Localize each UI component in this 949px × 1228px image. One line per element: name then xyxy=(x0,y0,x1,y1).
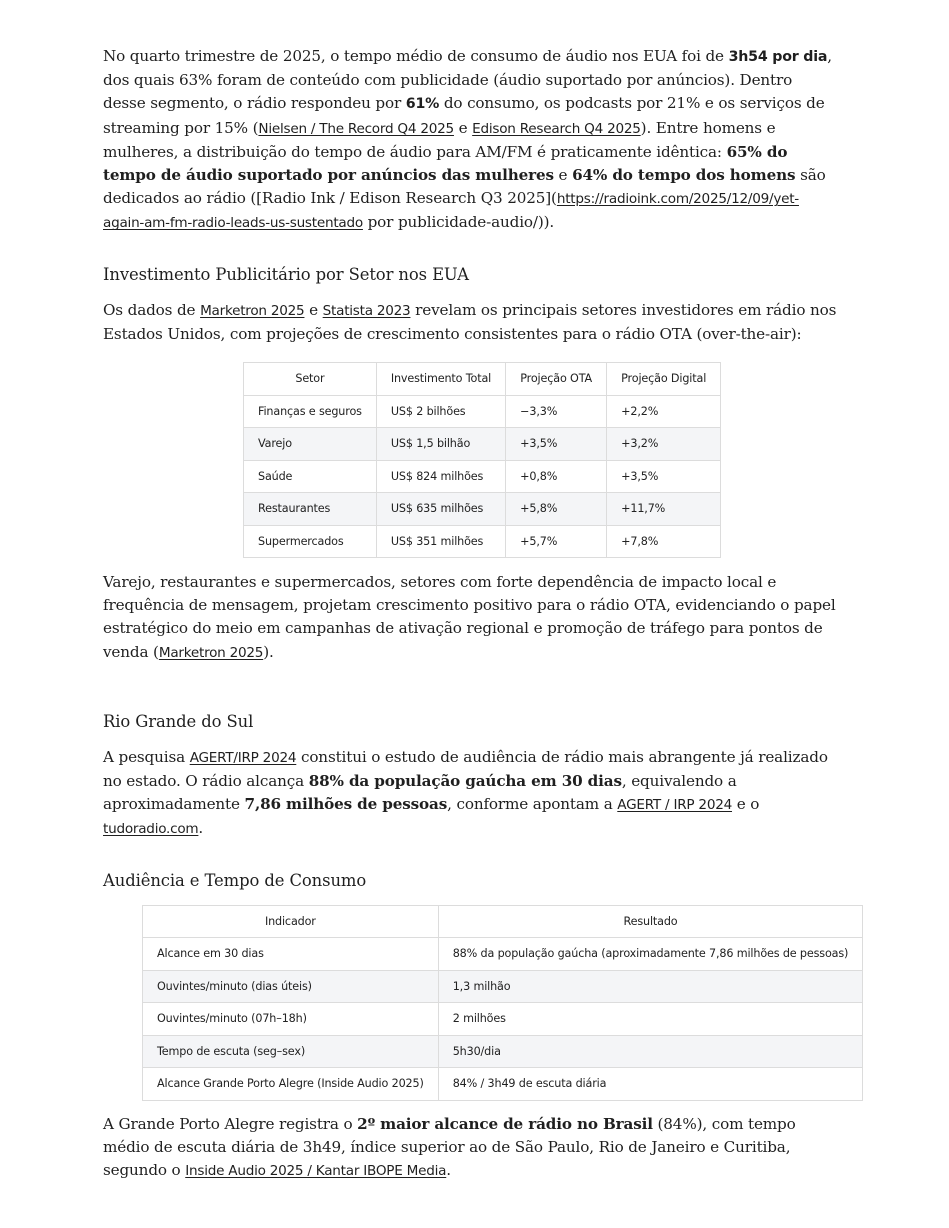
text: , equivalendo a aproximadamente xyxy=(103,772,737,814)
text: por publicidade-audio/)). xyxy=(362,213,555,232)
table-cell: 2 milhões xyxy=(438,1003,863,1036)
text: , dos quais 63% foram de conteúdo com publicidade (áudio suportado por anúncios). Dentro desse segmento, o rádio respondeu por xyxy=(103,47,832,113)
table-cell: Alcance em 30 dias xyxy=(143,938,439,971)
text: . xyxy=(446,1161,451,1180)
bold-text: 7,86 milhões de pessoas xyxy=(244,795,448,814)
text: , conforme apontam a xyxy=(447,795,618,814)
text: Os dados de xyxy=(103,300,201,319)
table-row xyxy=(244,395,721,428)
table-cell: 84% / 3h49 de escuta diária xyxy=(438,1068,863,1101)
table-cell: Varejo xyxy=(244,428,377,461)
table-cell: +3,5% xyxy=(607,460,721,493)
table-row xyxy=(143,1003,863,1036)
link-marketron-2[interactable]: Marketron 2025 xyxy=(158,644,264,661)
bold-text: 65% do tempo de áudio suportado por anúncios das mulheres xyxy=(103,142,788,185)
bold-text: 88% da população gaúcha em 30 dias xyxy=(308,772,622,791)
table-cell: −3,3% xyxy=(506,395,607,428)
text: e xyxy=(553,166,573,185)
text: Varejo, restaurantes e supermercados, setores com forte dependência de impacto local e frequência de mensagem, projetam crescimento positivo para o rádio OTA, evidenciando o papel estratégico do meio em campanhas de ativação regional e promoção de tráfego para pontos de venda ( xyxy=(103,573,836,661)
text: ). Entre homens e mulheres, a distribuição do tempo de áudio para AM/FM é praticamente idêntica: xyxy=(103,118,776,161)
table-row xyxy=(244,460,721,493)
table-header-row xyxy=(143,905,863,938)
table-cell: US$ 351 milhões xyxy=(376,525,505,558)
link-agert-irp[interactable]: AGERT/IRP 2024 xyxy=(189,749,297,766)
table-cell: US$ 2 bilhões xyxy=(376,395,505,428)
text: são dedicados ao rádio ([Radio Ink / Edison Research Q3 2025]( xyxy=(103,166,826,208)
table-row xyxy=(143,938,863,971)
text: A Grande Porto Alegre registra o xyxy=(103,1114,358,1133)
table-cell: Tempo de escuta (seg–sex) xyxy=(143,1035,439,1068)
text: ). xyxy=(263,642,274,661)
link-radioink[interactable]: https://radioink.com/2025/12/09/yet-again-am-fm-radio-leads-us-sustentado xyxy=(103,191,799,232)
table-cell: Saúde xyxy=(244,460,377,493)
table-cell: Finanças e seguros xyxy=(244,395,377,428)
document-content xyxy=(103,45,849,1183)
table-cell: +3,5% xyxy=(506,428,607,461)
text: do consumo, os podcasts por 21% e os serviços de streaming por 15% ( xyxy=(103,94,825,137)
table-header-cell: Indicador xyxy=(143,905,439,938)
table-cell: 1,3 milhão xyxy=(438,970,863,1003)
table-header-cell: Setor xyxy=(244,363,377,396)
link-marketron[interactable]: Marketron 2025 xyxy=(200,302,305,319)
sector-investment-table xyxy=(243,362,721,558)
table-cell: Ouvintes/minuto (07h–18h) xyxy=(143,1003,439,1036)
table-cell: US$ 824 milhões xyxy=(376,460,505,493)
audience-table xyxy=(142,905,863,1101)
section-heading-investimento: Investimento Publicitário por Setor nos EUA xyxy=(103,264,469,284)
table-row xyxy=(143,970,863,1003)
intro-paragraph xyxy=(103,45,838,236)
bold-text: 61% xyxy=(405,96,440,113)
text: e xyxy=(453,118,473,137)
table-cell: +0,8% xyxy=(506,460,607,493)
table-row xyxy=(244,493,721,526)
table-row xyxy=(244,428,721,461)
table-cell: Alcance Grande Porto Alegre (Inside Audio 2025) xyxy=(143,1068,439,1101)
table-header-row xyxy=(244,363,721,396)
text: (84%), com tempo médio de escuta diária de 3h49, índice superior ao de São Paulo, Rio de Janeiro e Curitiba, segundo o xyxy=(103,1114,796,1180)
section3-after-paragraph xyxy=(103,1113,838,1184)
link-tudoradio[interactable]: tudoradio.com xyxy=(103,821,199,838)
table-cell: +11,7% xyxy=(607,493,721,526)
text: . xyxy=(198,819,204,838)
text: constitui o estudo de audiência de rádio mais abrangente já realizado no estado. O rádio alcança xyxy=(103,747,828,791)
section-heading-audiencia: Audiência e Tempo de Consumo xyxy=(103,870,367,890)
table-cell: +2,2% xyxy=(607,395,721,428)
table-cell: 5h30/dia xyxy=(438,1035,863,1068)
section1-after-paragraph xyxy=(103,571,838,665)
table-cell: +5,7% xyxy=(506,525,607,558)
text: No quarto trimestre de 2025, o tempo médio de consumo de áudio nos EUA foi de xyxy=(103,47,729,65)
bold-text: 64% do tempo dos homens xyxy=(572,166,796,185)
table-cell: +3,2% xyxy=(607,428,721,461)
link-nielsen[interactable]: Nielsen / The Record Q4 2025 xyxy=(258,120,454,137)
bold-text: 2º maior alcance de rádio no Brasil xyxy=(357,1114,653,1133)
table-cell: Restaurantes xyxy=(244,493,377,526)
text: e xyxy=(304,300,323,319)
table-header-cell: Projeção Digital xyxy=(607,363,721,396)
table-row xyxy=(143,1035,863,1068)
table-row xyxy=(143,1068,863,1101)
text: e o xyxy=(732,795,760,814)
table-cell: +5,8% xyxy=(506,493,607,526)
table-cell: US$ 635 milhões xyxy=(376,493,505,526)
link-agert-irp-2[interactable]: AGERT / IRP 2024 xyxy=(617,797,733,814)
table-header-cell: Projeção OTA xyxy=(506,363,607,396)
text: revelam os principais setores investidores em rádio nos Estados Unidos, com projeções de crescimento consistentes para o rádio OTA (over-the-air): xyxy=(103,300,837,343)
text: A pesquisa xyxy=(103,747,190,766)
link-edison[interactable]: Edison Research Q4 2025 xyxy=(472,120,641,137)
table-row xyxy=(244,525,721,558)
link-inside-audio[interactable]: Inside Audio 2025 / Kantar IBOPE Media xyxy=(185,1163,447,1180)
section1-paragraph xyxy=(103,299,838,346)
section-heading-rio-grande-do-sul: Rio Grande do Sul xyxy=(103,711,254,731)
table-header-cell: Investimento Total xyxy=(376,363,505,396)
table-header-cell: Resultado xyxy=(438,905,863,938)
table-cell: Supermercados xyxy=(244,525,377,558)
table-cell: Ouvintes/minuto (dias úteis) xyxy=(143,970,439,1003)
table-cell: +7,8% xyxy=(607,525,721,558)
table-cell: US$ 1,5 bilhão xyxy=(376,428,505,461)
link-statista[interactable]: Statista 2023 xyxy=(322,302,411,319)
table-cell: 88% da população gaúcha (aproximadamente 7,86 milhões de pessoas) xyxy=(438,938,863,971)
bold-text: 3h54 por dia xyxy=(728,49,828,65)
section2-paragraph xyxy=(103,746,838,842)
